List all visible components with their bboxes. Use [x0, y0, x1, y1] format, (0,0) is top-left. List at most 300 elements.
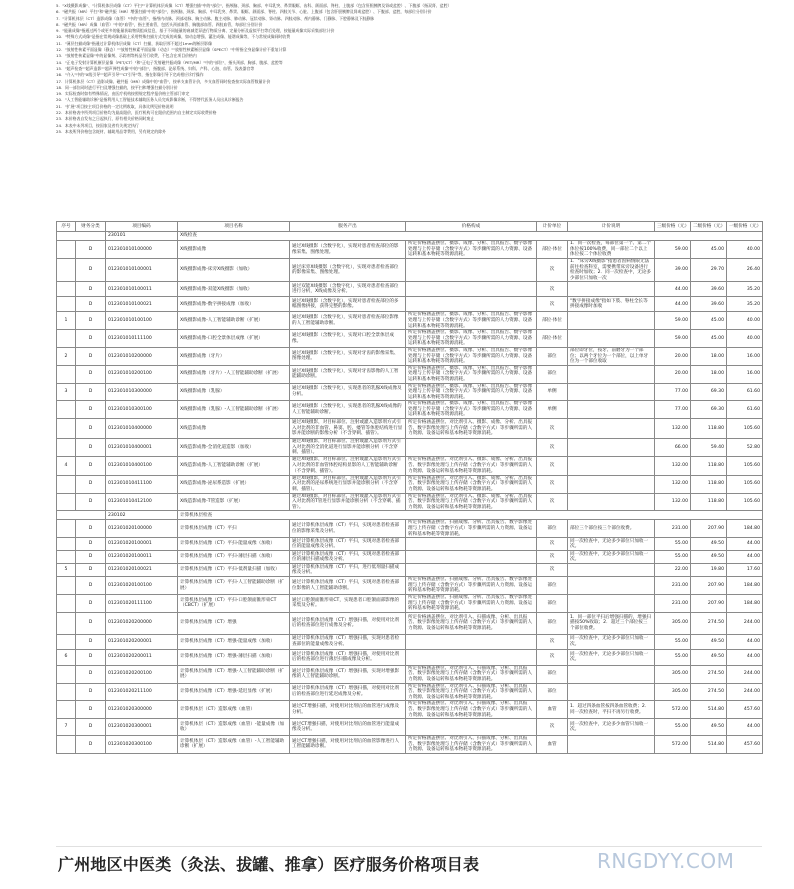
cell-price-level3: 77.00: [655, 401, 691, 419]
cell-unit: 次: [537, 259, 568, 282]
cell-item-name: 计算机体层成像（CT）平扫-低剂量扫描（加收）: [178, 564, 290, 577]
cell-unit: 次: [537, 649, 568, 665]
cell-service-output: 通过计算机体层成像（CT）增强扫描，实现对增强影像的人工智能辅助诊断。: [290, 665, 406, 683]
cell-price-composition: 所定价格涵盖摆位、扫描成像、分析、出具报告、数字影像处理与上传存储（含数字方式）等步骤所需的人力资源、设备运转和基本物耗等资源消耗。: [406, 577, 537, 595]
cell-finance-category: D: [76, 594, 106, 612]
cell-price-composition: 所定价格涵盖摆位、摄影、成像、分析、出具报告、数字影像处理与上传存储（含数字方式）等步骤所需的人力资源、设备运转和基本物耗等资源消耗。: [406, 365, 537, 383]
cell-item-code: 012301010100021: [106, 297, 178, 312]
table-row: [57, 493, 763, 511]
cell-pricing-note: [568, 456, 655, 475]
cell-seq: [57, 538, 76, 551]
table-row: [57, 259, 763, 282]
cell-price-level3: 231.00: [655, 577, 691, 595]
cell-item-name: X线摄影成像（牙片）-人工智能辅助诊断（扩展）: [178, 365, 290, 383]
note-line: 17．计算机体层（CT）造影成像、磁共振（MR）成像中的"血管"，按单支血管计价，多支血管同时检查按实际血管数量计价: [56, 78, 271, 84]
cell-price-level1: 184.80: [727, 577, 763, 595]
cell-item-code: 012301020100000: [106, 520, 178, 538]
table-row: [57, 456, 763, 475]
note-line: 18．同一部位同时进行平扫及增强扫描的，按平扫和增强扫描分别计价: [56, 84, 178, 90]
cell-item-code: 012301010400000: [106, 419, 178, 439]
cell-price-level2: 39.60: [691, 282, 727, 297]
cell-unit: 次: [537, 456, 568, 475]
cell-pricing-note: [568, 475, 655, 493]
cell-price-level1: 16.00: [727, 347, 763, 365]
cell-item-code: 012301010100000: [106, 241, 178, 259]
table-row: [57, 665, 763, 683]
cell-item-code: 012301020100001: [106, 538, 178, 551]
cell-price-level2: 49.50: [691, 634, 727, 649]
cell-price-level2: 118.80: [691, 475, 727, 493]
cell-unit: 次: [537, 282, 568, 297]
header-unit: 计价单位: [537, 222, 568, 232]
cell-service-output: 通过X线摄影（含数字化），实现对牙齿影像的人工智能辅助诊断。: [290, 365, 406, 383]
cell-price-composition: 所定价格涵盖摆位、对比剂引入、摄影、成像、分析、出具报告、数字影像处理与上传存储（含数字方式）等步骤所需的人力资源、设备运转和基本物耗等资源消耗。: [406, 475, 537, 493]
cell-price-level3: 305.00: [655, 683, 691, 701]
cell-price-composition: 所定价格涵盖摆位、对比剂引入、摄影、成像、分析、出具报告、数字影像处理与上传存储（含数字方式）等步骤所需的人力资源、设备运转和基本物耗等资源消耗。: [406, 419, 537, 439]
cell-price-composition: [406, 551, 537, 564]
header-service-output: 服务产出: [290, 222, 406, 232]
cell-price-level3: 572.00: [655, 701, 691, 719]
cell-price-level1: 61.60: [727, 401, 763, 419]
cell-service-output: 通过X线摄影（含数字化），实现患者的乳腺X线成像的人工智能辅助诊断。: [290, 401, 406, 419]
cell-pricing-note: [568, 493, 655, 511]
table-row: [57, 330, 763, 348]
watermark: RNGDYY.COM: [597, 849, 735, 873]
cell-finance-category: D: [76, 456, 106, 475]
note-line: 16．"介入"中的"X线引导""超声引导""CT引导"等，指在影像引导下完成相应诊疗操作: [56, 72, 204, 78]
cell-service-output: 通过X线摄影（含数字化），实现对患者检查部位的多幅图像拼接，获得完整的影像。: [290, 297, 406, 312]
cell-price-level1: 44.00: [727, 551, 763, 564]
cell-pricing-note: [568, 401, 655, 419]
cell-unit: 单侧: [537, 401, 568, 419]
cell-price-level1: 457.60: [727, 701, 763, 719]
cell-pricing-note: 同一次检查中，无论多少部位只加收一次。: [568, 551, 655, 564]
cell-unit: 部位·体位: [537, 330, 568, 348]
cell-pricing-note: [568, 312, 655, 330]
cell-unit: 血管: [537, 736, 568, 754]
footer-title: 广州地区中医类（灸法、拔罐、推拿）医疗服务价格项目表: [58, 855, 480, 874]
cell-unit: 次: [537, 538, 568, 551]
cell-item-name: 计算机体层（CT）造影成像（血管）: [178, 701, 290, 719]
cell-unit: 部位: [537, 347, 568, 365]
notes-section: [56, 3, 762, 135]
cell-price-composition: [406, 297, 537, 312]
table-row: [57, 241, 763, 259]
cell-pricing-note: [568, 365, 655, 383]
cell-pricing-note: 同一次检查中，无论多少血管只加收一次。: [568, 719, 655, 736]
cell-seq: [57, 365, 76, 383]
cell-price-level1: 40.00: [727, 241, 763, 259]
cell-price-level1: 244.00: [727, 612, 763, 634]
cell-service-output: 通过CT增强扫描，对使用对比剂后的血管影像进行人工智能辅助诊断。: [290, 736, 406, 754]
cell-price-level3: 231.00: [655, 520, 691, 538]
price-table: [56, 221, 763, 754]
cell-pricing-note: 部位三个部位按三个部位收费。: [568, 520, 655, 538]
cell-unit: 部位: [537, 520, 568, 538]
cell-pricing-note: 1．同一次检查，每部位第一个、第二个体位按100%收费，同一部位二个以上体位按二个体位收费: [568, 241, 655, 259]
cell-service-output: 通过床旁X线摄影（含数字化），实现对患者检查部位的影像采集、图像处理。: [290, 259, 406, 282]
cell-item-name: 计算机体层（CT）造影成像（血管）-能量成像（加收）: [178, 719, 290, 736]
cell-item-code: 012301010100100: [106, 312, 178, 330]
cell-price-level3: 44.00: [655, 282, 691, 297]
cell-pricing-note: 同一次检查中，无论多少部位只加收一次。: [568, 634, 655, 649]
cell-seq: [57, 401, 76, 419]
cell-price-level2: 49.50: [691, 649, 727, 665]
cell-price-level3: 305.00: [655, 612, 691, 634]
cell-price-composition: 所定价格涵盖摆位、扫描成像、分析、出具报告、数字影像处理与上传存储（含数字方式）等步骤所需的人力资源、设备运转和基本物耗等资源消耗。: [406, 594, 537, 612]
cell-price-level1: 244.00: [727, 683, 763, 701]
cell-price-level3: 59.00: [655, 330, 691, 348]
cell-unit: 部位: [537, 577, 568, 595]
cell-price-level1: 52.80: [727, 439, 763, 457]
cell-item-name: X线摄影成像-数字拼接成像（加收）: [178, 297, 290, 312]
cell-seq: [57, 419, 76, 439]
cell-seq: [57, 736, 76, 754]
cell-finance-category: D: [76, 736, 106, 754]
cell-finance-category: D: [76, 577, 106, 595]
cell-price-level3: 132.00: [655, 493, 691, 511]
cell-seq: [57, 282, 76, 297]
cell-price-level1: 44.00: [727, 538, 763, 551]
cell-item-name: X线摄影成像（乳腺）-人工智能辅助诊断（扩展）: [178, 401, 290, 419]
cell-price-level2: 207.90: [691, 520, 727, 538]
cell-price-composition: 所定价格涵盖摆位、对比剂引入、扫描成像、分析、出具报告、数字影像处理与上传存储（含数字方式）等步骤所需的人力资源、设备运转和基本物耗等资源消耗。: [406, 683, 537, 701]
cell-price-level2: 274.50: [691, 612, 727, 634]
cell-item-name: X线造影成像-T管造影（扩展）: [178, 493, 290, 511]
cell-seq: [57, 475, 76, 493]
cell-price-level1: 35.20: [727, 282, 763, 297]
cell-seq: [57, 594, 76, 612]
cell-item-name: X线摄影成像-床旁X线摄影（加收）: [178, 259, 290, 282]
cell-finance-category: D: [76, 312, 106, 330]
cell-price-level1: 16.00: [727, 365, 763, 383]
cell-item-name: 计算机体层成像（CT）平扫: [178, 520, 290, 538]
table-row: [57, 383, 763, 401]
cell-item-code: 012301010100001: [106, 259, 178, 282]
cell-item-code: 012301020300100: [106, 736, 178, 754]
cell-price-level1: 457.60: [727, 736, 763, 754]
table-row: [57, 701, 763, 719]
cell-price-level3: 305.00: [655, 665, 691, 683]
cell-price-level3: 55.00: [655, 634, 691, 649]
cell-price-composition: 所定价格涵盖摆位、摄影、成像、分析、出具报告、数字影像处理与上传存储（含数字方式）等步骤所需的人力资源、设备运转和基本物耗等资源消耗。: [406, 401, 537, 419]
header-item-name: 项目名称: [178, 222, 290, 232]
cell-finance-category: D: [76, 439, 106, 457]
cell-price-level2: 49.50: [691, 551, 727, 564]
table-row: [57, 297, 763, 312]
cell-price-composition: 所定价格涵盖摆位、摄影、成像、分析、出具报告、数字影像处理与上传存储（含数字方式）等步骤所需的人力资源、设备运转和基本物耗等资源消耗。: [406, 312, 537, 330]
cell-price-level3: 55.00: [655, 649, 691, 665]
cell-price-level3: 55.00: [655, 551, 691, 564]
cell-item-name: X线摄影成像-人工智能辅助诊断（扩展）: [178, 312, 290, 330]
cell-unit: 部位·体位: [537, 312, 568, 330]
cell-seq: 2: [57, 347, 76, 365]
table-row: [57, 282, 763, 297]
note-line: 21．"扩展"项目按主项目价格的一定比例收取，具体比例见价格说明: [56, 103, 174, 109]
cell-unit: 次: [537, 719, 568, 736]
table-row: [57, 564, 763, 577]
cell-price-level1: 40.00: [727, 312, 763, 330]
table-row: [57, 439, 763, 457]
cell-service-output: 通过计算机体层成像（CT）增强扫描，实现对患者检查部位的能量成像及分析。: [290, 634, 406, 649]
cell-item-name: 计算机体层成像（CT）增强-人工智能辅助诊断（扩展）: [178, 665, 290, 683]
cell-service-output: 通过双能X线摄影（含数字化），实现对患者检查部位进行分析，X线成像及分析。: [290, 282, 406, 297]
note-line: 15．"超声检查""超声造影""超声弹性成像"中的"部位"，指腹部、泌尿系统、妇科、产科、心脏、血管、浅表器官等: [56, 65, 255, 71]
cell-pricing-note: [568, 683, 655, 701]
note-line: 19．实际检查时如有特殊情况，由医疗机构按照规定程序报价格主管部门审定: [56, 91, 190, 97]
cell-seq: [57, 665, 76, 683]
cell-pricing-note: [568, 564, 655, 577]
cell-pricing-note: [568, 577, 655, 595]
table-row: [57, 520, 763, 538]
table-row: [57, 736, 763, 754]
cell-service-output: 通过X线摄影，对目标部位、注射或灌入造影剂方式引入对比剂的泌尿系统进行显影并能诊断分析（不含穿刺、插管）。: [290, 475, 406, 493]
cell-unit: 次: [537, 419, 568, 439]
header-item-code: 项目编码: [106, 222, 178, 232]
cell-service-output: 通过X线摄影（含数字化），实现患者的乳腺X线成像及分析。: [290, 383, 406, 401]
table-row: [57, 649, 763, 665]
cell-item-code: 012301020100021: [106, 564, 178, 577]
note-line: 25．本表所列价格包含耗材、辅助用品等费用，另有规定的除外: [56, 128, 166, 134]
cell-item-name: X线造影成像-人工智能辅助诊断（扩展）: [178, 456, 290, 475]
cell-item-code: 012301010411100: [106, 475, 178, 493]
cell-item-code: 012301020100100: [106, 577, 178, 595]
cell-item-name: 计算机体层（CT）造影成像（血管）-人工智能辅助诊断（扩展）: [178, 736, 290, 754]
cell-item-name: 计算机体层成像（CT）增强-延迟显像（扩展）: [178, 683, 290, 701]
table-row: [57, 577, 763, 595]
table-row: [57, 594, 763, 612]
cell-price-composition: [406, 719, 537, 736]
cell-price-composition: [406, 538, 537, 551]
cell-price-level2: 207.90: [691, 577, 727, 595]
cell-price-level1: 105.60: [727, 456, 763, 475]
cell-item-code: 012301020200011: [106, 649, 178, 665]
table-row: [57, 475, 763, 493]
cell-service-output: 通过X线摄影（含数字化），实现对口腔全景体层成像。: [290, 330, 406, 348]
cell-price-level3: 22.00: [655, 564, 691, 577]
table-row: [57, 683, 763, 701]
cell-service-output: 通过计算机体层成像（CT）增强扫描，对使用对比剂后的检查部位进行薄层扫描成像及分析。: [290, 649, 406, 665]
cell-price-level3: 59.00: [655, 241, 691, 259]
group-code: 230101: [106, 232, 178, 241]
cell-service-output: 通过X线摄影（含数字化），实现对患者检查部位的影像采集、图像处理。: [290, 241, 406, 259]
cell-service-output: 通过口腔颌面锥形束CT，实现患者口腔颌面部影像的采集及分析。: [290, 594, 406, 612]
cell-finance-category: D: [76, 282, 106, 297]
cell-price-level3: 20.00: [655, 365, 691, 383]
note-line: 14．"正电子发射计算机断层显像（PET/CT）"和"正电子发射磁共振成像（PET/MR）"中的"部位"，指头颈部、胸部、腹部、盆腔等: [56, 59, 283, 65]
cell-pricing-note: 同一次检查中，无论多少部位只加收一次。: [568, 538, 655, 551]
cell-price-composition: 所定价格涵盖摆位、对比剂引入、扫描成像、分析、出具报告、数字影像处理与上传存储（含数字方式）等步骤所需的人力资源、设备运转和基本物耗等资源消耗。: [406, 736, 537, 754]
cell-finance-category: D: [76, 665, 106, 683]
cell-unit: 次: [537, 564, 568, 577]
cell-finance-category: D: [76, 365, 106, 383]
cell-item-name: X线摄影成像: [178, 241, 290, 259]
note-line: 20．"人工智能辅助诊断"是指利用人工智能技术辅助医务人员完成影像诊断，不得替代医务人员出具诊断报告: [56, 97, 244, 103]
cell-finance-category: D: [76, 383, 106, 401]
note-line: 24．本表中未列项目，按国家及省有关规定执行: [56, 122, 139, 128]
cell-price-level2: 118.80: [691, 456, 727, 475]
cell-price-level2: 29.70: [691, 259, 727, 282]
cell-pricing-note: "数字拼接成像"指如下肢、脊柱全长等拼接成像时加收: [568, 297, 655, 312]
note-line: 8．"磁共振（MR）成像（血管）"中的"血管"，指主要血管，包括头颈部血管、胸腹部血管、四肢血管，每部位分别计价: [56, 21, 263, 27]
cell-price-level3: 55.00: [655, 719, 691, 736]
cell-finance-category: D: [76, 701, 106, 719]
cell-seq: 7: [57, 719, 76, 736]
cell-seq: [57, 241, 76, 259]
cell-unit: 部位·体位: [537, 241, 568, 259]
cell-finance-category: D: [76, 330, 106, 348]
cell-price-level2: 118.80: [691, 493, 727, 511]
cell-finance-category: D: [76, 551, 106, 564]
note-line: 5．"X线摄影成像"、"计算机体层成像（CT）平扫""计算机体层成像（CT）增强扫描"中的"部位"，指颅脑、颈部、胸部、中耳乳突、鼻窦眼眶、齿科、颌面部、脊柱、上腹部（包含肝胆胰脾及肾或盆腔）、下腹部（指双肾、盆腔）: [56, 3, 452, 8]
cell-price-level3: 77.00: [655, 383, 691, 401]
cell-finance-category: D: [76, 297, 106, 312]
cell-item-name: X线摄影成像（乳腺）: [178, 383, 290, 401]
cell-pricing-note: [568, 439, 655, 457]
cell-item-name: 计算机体层成像（CT）平扫-口腔颌面锥形束CT（CBCT）（扩展）: [178, 594, 290, 612]
cell-item-code: 012301010412100: [106, 493, 178, 511]
cell-item-name: X线摄影成像-口腔全景体层成像（扩展）: [178, 330, 290, 348]
header-price-composition: 价格构成: [406, 222, 537, 232]
cell-item-code: 012301010400001: [106, 439, 178, 457]
cell-price-composition: [406, 564, 537, 577]
cell-item-code: 012301010200100: [106, 365, 178, 383]
cell-item-name: X线造影成像: [178, 419, 290, 439]
note-line: 13．"放射性核素显像"中的显像剂、示踪剂等药品另行收费，不包含在项目价格内: [56, 53, 197, 59]
cell-pricing-note: [568, 594, 655, 612]
cell-price-level2: 39.60: [691, 297, 727, 312]
cell-item-code: 012301020100011: [106, 551, 178, 564]
cell-price-level2: 49.50: [691, 538, 727, 551]
cell-price-composition: 所定价格涵盖摆位、对比剂引入、扫描成像、分析、出具报告、数字影像处理与上传存储（含数字方式）等步骤所需的人力资源、设备运转和基本物耗等资源消耗。: [406, 701, 537, 719]
cell-unit: 部位: [537, 665, 568, 683]
cell-finance-category: D: [76, 612, 106, 634]
cell-price-level1: 40.00: [727, 330, 763, 348]
table-row: [57, 347, 763, 365]
cell-item-code: 012301010200000: [106, 347, 178, 365]
cell-seq: [57, 701, 76, 719]
group-blank: [57, 511, 106, 520]
cell-price-level1: 105.60: [727, 419, 763, 439]
cell-pricing-note: [568, 383, 655, 401]
cell-price-level1: 44.00: [727, 649, 763, 665]
table-row: [57, 612, 763, 634]
header-finance-category: 财务分类: [76, 222, 106, 232]
cell-price-composition: [406, 649, 537, 665]
cell-service-output: 通过计算机体层成像（CT）平扫，实现对患者检查部位的薄层扫描成像及分析。: [290, 551, 406, 564]
header-seq: 序号: [57, 222, 76, 232]
cell-finance-category: D: [76, 401, 106, 419]
cell-finance-category: D: [76, 538, 106, 551]
note-line: 12．"放射性核素平面显像（静态）""放射性核素平面显像（动态）""放射性核素断层显像（SPECT）"中所指全身显像计价不重复计算: [56, 47, 287, 53]
cell-price-level1: 244.00: [727, 665, 763, 683]
cell-seq: [57, 612, 76, 634]
cell-unit: 次: [537, 493, 568, 511]
cell-item-code: 012301010400100: [106, 456, 178, 475]
cell-pricing-note: 部位即牙位，按牙、前磨牙为一个部位；以两个牙位为一个部位，以上单牙位为一个部位收取: [568, 347, 655, 365]
cell-seq: [57, 330, 76, 348]
cell-finance-category: D: [76, 493, 106, 511]
header-price-level2: 二级价格（元）: [691, 222, 727, 232]
cell-item-name: X线造影成像-泌尿系造影（扩展）: [178, 475, 290, 493]
cell-item-code: 012301020300000: [106, 701, 178, 719]
cell-service-output: 通过X线摄影，对目标部位、注射或灌入造影剂方式引入对比剂的T管进行显影并能诊断分析（不含穿刺、插管）。: [290, 493, 406, 511]
group-blank: [57, 232, 106, 241]
cell-seq: [57, 520, 76, 538]
cell-pricing-note: [568, 665, 655, 683]
cell-item-name: 计算机体层成像（CT）平扫-能量成像（加收）: [178, 538, 290, 551]
cell-pricing-note: 1．"床旁X线摄影"指患者因病情限无法前往检查科室，需要携带床旁设备进行检查时加收；2．同一次检查中，无论多少部位只加收一次: [568, 259, 655, 282]
cell-finance-category: D: [76, 683, 106, 701]
cell-unit: 部位: [537, 365, 568, 383]
cell-item-name: X线摄影成像（牙片）: [178, 347, 290, 365]
group-name: X线检查: [178, 232, 763, 241]
cell-finance-category: D: [76, 634, 106, 649]
cell-seq: [57, 259, 76, 282]
cell-item-code: 012301010100011: [106, 282, 178, 297]
cell-price-level2: 69.30: [691, 401, 727, 419]
cell-price-level3: 59.00: [655, 312, 691, 330]
cell-price-level2: 274.50: [691, 683, 727, 701]
cell-price-level3: 132.00: [655, 456, 691, 475]
cell-price-level1: 105.60: [727, 493, 763, 511]
cell-item-name: X线造影成像-全消化道造影（加收）: [178, 439, 290, 457]
cell-price-level2: 18.00: [691, 365, 727, 383]
cell-seq: 6: [57, 649, 76, 665]
table-row: [57, 312, 763, 330]
cell-service-output: 通过计算机体层成像（CT）平扫，进行低剂量扫描成像及分析。: [290, 564, 406, 577]
cell-service-output: 通过计算机体层成像（CT）平扫，实现对患者检查部位的能量成像及分析。: [290, 538, 406, 551]
cell-price-composition: 所定价格涵盖摆位、摄影、成像、分析、出具报告、数字影像处理与上传存储（含数字方式）等步骤所需的人力资源、设备运转和基本物耗等资源消耗。: [406, 383, 537, 401]
table-row: [57, 719, 763, 736]
cell-price-level2: 514.80: [691, 701, 727, 719]
cell-seq: [57, 297, 76, 312]
cell-item-code: 012301020111100: [106, 594, 178, 612]
cell-service-output: 通过X线摄影，对目标部位、注射或灌入造影剂方式引入对比剂的全消化道进行显影并能诊断分析（不含穿刺、插管）。: [290, 439, 406, 457]
header-price-level1: 一级价格（元）: [727, 222, 763, 232]
cell-item-code: 012301020200001: [106, 634, 178, 649]
cell-service-output: 通过CT增强扫描，对使用对比剂后的血管进行能量成像及分析。: [290, 719, 406, 736]
cell-price-composition: [406, 282, 537, 297]
cell-unit: 部位: [537, 594, 568, 612]
cell-price-level1: 17.60: [727, 564, 763, 577]
cell-pricing-note: [568, 282, 655, 297]
cell-seq: [57, 683, 76, 701]
cell-seq: 3: [57, 383, 76, 401]
cell-item-code: 012301020211100: [106, 683, 178, 701]
cell-item-code: 012301020200000: [106, 612, 178, 634]
cell-seq: 1: [57, 312, 76, 330]
cell-seq: [57, 634, 76, 649]
cell-item-name: 计算机体层成像（CT）增强-薄层扫描（加收）: [178, 649, 290, 665]
cell-price-level2: 45.00: [691, 241, 727, 259]
cell-price-level1: 35.20: [727, 297, 763, 312]
cell-price-level3: 44.00: [655, 297, 691, 312]
cell-service-output: 通过X线摄影（含数字化），实现对患者检查部位影像的人工智能辅助诊断。: [290, 312, 406, 330]
cell-item-code: 012301010300100: [106, 401, 178, 419]
cell-finance-category: D: [76, 719, 106, 736]
cell-price-level2: 45.00: [691, 330, 727, 348]
cell-seq: 5: [57, 564, 76, 577]
cell-price-composition: 所定价格涵盖摆位、对比剂引入、扫描成像、分析、出具报告、数字影像处理与上传存储（含数字方式）等步骤所需的人力资源、设备运转和基本物耗等资源消耗。: [406, 612, 537, 634]
cell-service-output: 通过X线摄影，对目标部位、注射或灌入造影剂方式引入对比剂的非血管、鼻窦、腔、瘘管等体腔结构进行显影并能诊断的影像分析（不含穿刺、插管）。: [290, 419, 406, 439]
cell-price-composition: [406, 439, 537, 457]
note-line: 9．"能量成像"指通过两个或更多的能量获取物质组成信息，基于不同能量的衰减差异进行物质分离、定量分析及虚拟平扫等后处理，按能量成像实际采集部位计价: [56, 28, 335, 34]
cell-item-name: X线摄影成像-双能X线摄影（加收）: [178, 282, 290, 297]
cell-unit: 部位: [537, 683, 568, 701]
cell-price-level2: 207.90: [691, 594, 727, 612]
cell-seq: 4: [57, 456, 76, 475]
